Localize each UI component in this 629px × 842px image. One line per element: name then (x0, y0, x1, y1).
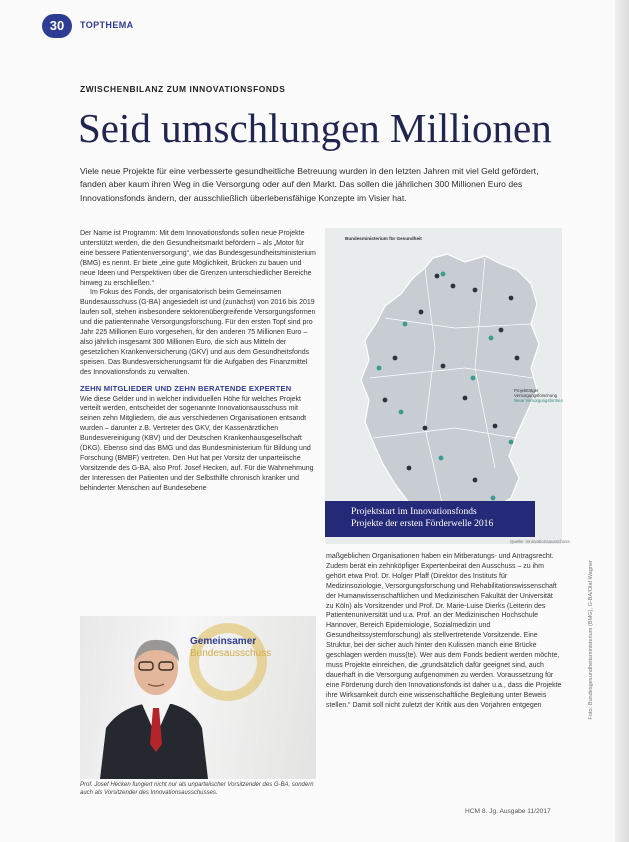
map-caption-subtitle: Projekte der ersten Förderwelle 2016 (351, 517, 494, 529)
article-title: Seid umschlungen Millionen (78, 105, 552, 151)
map-credit: Quelle: Innovationsausschuss (510, 539, 570, 544)
photo-caption: Prof. Josef Hecken fungiert nicht nur als unparteiischer Vorsitzender des G-BA, sondern auch als Vorsitzender des Innovationsausschusses. (80, 782, 314, 797)
paragraph: Wie diese Gelder und in welcher individuellen Höhe für welches Projekt verteilt werden, entscheidet der sogenannte Innovationsausschuss mit seinen zehn Mitgliedern, die aus verschiedenen Organisationen entsandt wurden – darunter z.B. Vertreter des GKV, der Kassenärztlichen Bundesvereinigung (KBV) und der Deutschen Krankenhausgesellschaft (DKG). Ebenso sind das BMG und das Bundesministerium für Bildung und Forschung (BMBF) vertreten. Den Hut hat per Vorsitz der unparteiische Vorsitzende des G-BA, also Prof. Josef Hecken, auf. Für die Wahrnehmung der Interessen der Patienten und der Selbsthilfe chronisch kranker und behinderter Menschen auf Bundesebene (80, 395, 314, 492)
text-column-right (326, 552, 562, 711)
legend-item: Neue Versorgungsformen (514, 398, 563, 404)
section-subhead: ZEHN MITGLIEDER UND ZEHN BERATENDE EXPERTEN (80, 383, 292, 393)
page-number-badge: 30 (42, 14, 72, 38)
paragraph: maßgeblichen Organisationen haben ein Mitberatungs- und Antragsrecht. Zudem berät ein zehnköpfiger Expertenbeirat den Ausschuss – zu ihm gehört etwa Prof. Dr. Holger Pfaff (Direktor des Instituts für Medizinsoziologie, Versorgungsforschung und Rehabilitationswissenschaft der Humanwissenschaftlichen und Medizinischen Fakultät der Universität zu Köln) als Vorsitzender und Prof. Dr. Marie-Luise Dierks (Leiterin des Patientenuniversität und u.a. Prof. an der Medizinischen Hochschule Hannover, Bereich Epidemiologie, Sozialmedizin und Gesundheitssystemforschung) als stellvertretende Vorsitzende. Eine Struktur, bei der sicher auch hinter den Kulissen manch eine Brücke geschlagen werden muss(te). Wer aus dem Fonds bedient werden möchte, muss Projekte einreichen, die „grundsätzlich dafür geeignet sind, auch dauerhaft in die Versorgung aufgenommen zu werden. Voraussetzung für eine Förderung durch den Innovationsfonds ist daher u.a., dass die Projekte ihre Wirksamkeit durch eine wissenschaftliche Begleitung unter Beweis stellen.“ Damit soll nicht zuletzt der Kritik aus den Vorjahren entgegen (326, 553, 562, 709)
legend-item: Versorgungsforschung (514, 393, 557, 399)
legend-item: Projektträger (514, 388, 539, 393)
page-footer: HCM 8. Jg. Ausgabe 11/2017 (465, 808, 551, 815)
page-edge (615, 0, 629, 842)
map-caption-band (325, 501, 535, 537)
article-kicker: ZWISCHENBILANZ ZUM INNOVATIONSFONDS (80, 84, 286, 94)
map-heading: Bundesministerium für Gesundheit (345, 236, 422, 241)
germany-map (325, 228, 562, 544)
germany-map-figure (325, 228, 562, 544)
gba-logo-text (190, 636, 271, 660)
photo-credit: Foto: Bundesgesundheitsministerium (BMG), G-BA/Olaf Wagner (588, 560, 594, 720)
map-caption-title: Projektstart im Innovationsfonds (351, 506, 477, 517)
text-column-left (80, 229, 316, 494)
paragraph: Im Fokus des Fonds, der organisatorisch beim Gemeinsamen Bundesausschuss (G-BA) angesiedelt ist und (zunächst) von 2016 bis 2019 laufen soll, stehen insbesondere sektorenübergreifende Versorgungsformen und die patientennahe Versorgungsforschung. Für den ersten Topf sind pro Jahr 225 Millionen Euro vorgesehen, für den anderen 75 Millionen Euro – also jährlich insgesamt 300 Millionen Euro, die sich aus Mitteln der gesetzlichen Krankenversicherung (GKV) und aus dem Gesundheitsfonds speisen. Das Bundesversicherungsamt für die Aufgaben des Finanzmittel des Innovationsfonds zu verwalten. (80, 289, 316, 376)
article-lead: Viele neue Projekte für eine verbesserte gesundheitliche Betreuung wurden in den letzten Jahren mit viel Geld gefördert, fanden aber kaum ihren Weg in die Versorgung oder auf den Markt. Das sollen die jährlichen 300 Millionen Euro des Innovationsfonds ändern, der ausschließlich überlebensfähige Konzepte im Visier hat. (80, 166, 539, 203)
brand-line: Bundesausschuss (190, 648, 272, 659)
brand-line: Gemeinsamer (190, 636, 257, 647)
paragraph: Der Name ist Programm: Mit dem Innovationsfonds sollen neue Projekte unterstützt werden, die den Gesundheitsmarkt befördern – als „Motor für eine bessere Patientenversorgung“, wie das Bundesgesundheitsministerium (BMG) es nennt. Er biete „eine gute Möglichkeit, Brücken zu bauen und neue Ideen und Perspektiven über die Grenzen unterschiedlicher Bereiche hinweg zu erschließen.“ (80, 230, 316, 287)
map-legend (514, 388, 563, 404)
section-label: TOPTHEMA (80, 20, 134, 30)
